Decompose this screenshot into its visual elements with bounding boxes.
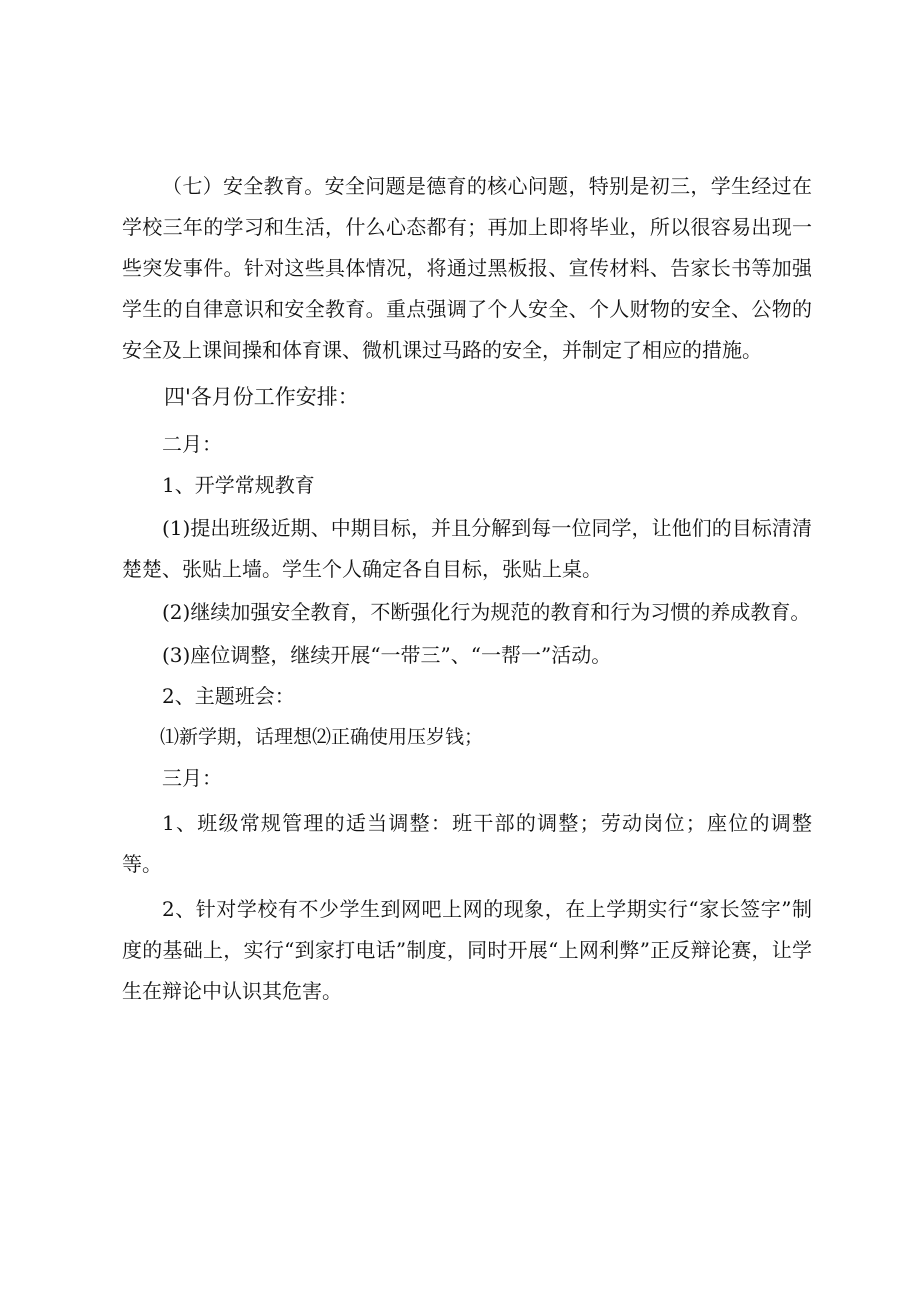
- item-theme-topics: ⑴新学期，话理想⑵正确使用压岁钱；: [160, 726, 484, 748]
- item-internet-cafe-measures: 2、针对学校有不少学生到网吧上网的现象，在上学期实行“家长签字”制度的基础上，实行“到家打电话”制度，同时开展“上网利弊”正反辩论赛，让学生在辩论中认识其危害。: [122, 897, 812, 1003]
- item-opening-routine: 1、开学常规教育: [162, 473, 315, 497]
- item-safety-education: (2)继续加强安全教育，不断强化行为规范的教育和行为习惯的养成教育。: [162, 600, 811, 624]
- paragraph-safety-education: （七）安全教育。安全问题是德育的核心问题，特别是初三，学生经过在学校三年的学习和生活，什么心态都有；再加上即将毕业，所以很容易出现一些突发事件。针对这些具体情况，将通过黑板报、宣传材料、告家长书等加强学生的自律意识和安全教育。重点强调了个人安全、个人财物的安全、公物的安全及上课间操和体育课、微机课过马路的安全，并制定了相应的措施。: [122, 174, 812, 362]
- document-body: [122, 166, 812, 1012]
- section-heading-monthly-plan: 四'各月份工作安排：: [164, 385, 359, 409]
- item-seat-adjustment: (3)座位调整，继续开展“一带三”、“一帮一”活动。: [162, 643, 612, 667]
- month-label-february: 二月：: [162, 432, 222, 456]
- item-theme-class-meeting: 2、主题班会：: [162, 684, 295, 708]
- month-label-march: 三月：: [162, 766, 222, 790]
- item-class-goals: (1)提出班级近期、中期目标，并且分解到每一位同学，让他们的目标清清楚楚、张贴上墙。学生个人确定各自目标，张贴上桌。: [122, 516, 812, 581]
- item-routine-management-adjustment: 1、班级常规管理的适当调整：班干部的调整；劳动岗位；座位的调整等。: [122, 811, 812, 876]
